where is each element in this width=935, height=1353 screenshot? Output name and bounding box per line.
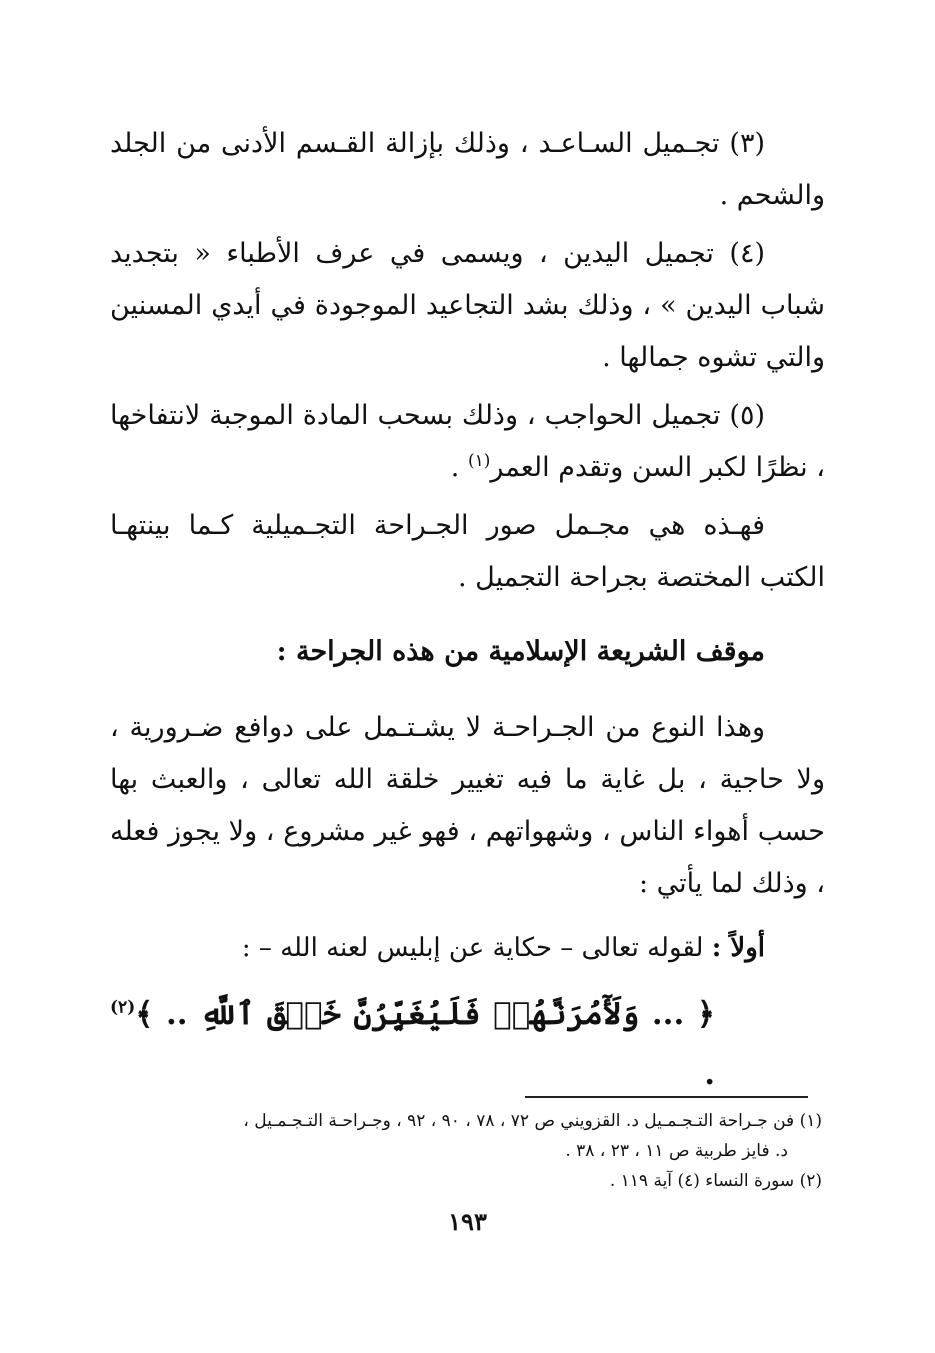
footnote-1-line-2: د. فايز طربية ص ١١ ، ٢٣ ، ٣٨ . [565, 1141, 788, 1161]
quran-verse-text: ﴿ ... وَلَأٓمُرَنَّهُمۡ فَلَيُغَيِّرُنَّ خَلۡقَ ٱللَّهِ .. ﴾ [135, 996, 715, 1032]
page-body [110, 118, 825, 1104]
section-heading: موقف الشريعة الإسلامية من هذه الجراحة : [276, 636, 765, 667]
page-number: ١٩٣ [448, 1207, 487, 1236]
paragraph-hands-surgery: (٤) تجميل اليدين ، ويسمى في عرف الأطباء « بتجديد شباب اليدين » ، وذلك بشد التجاعيد الموجودة في أيدي المسنين والتي تشوه جمالها . [110, 238, 825, 373]
footnote-ref-1: (١) [467, 451, 491, 471]
paragraph-eyebrows-text: (٥) تجميل الحواجب ، وذلك بسحب المادة الموجبة لانتفاخها ، نظرًا لكبر السن وتقدم العمر [110, 400, 825, 483]
footnotes [110, 1106, 822, 1196]
paragraph-summary: فهـذه هي مجـمل صور الجـراحة التجـميلية كـما بينتهـا الكتب المختصة بجراحة التجميل . [110, 510, 825, 593]
first-point [110, 922, 765, 974]
paragraph-arm-surgery: (٣) تجـميل السـاعـد ، وذلك بإزالة القـسم الأدنى من الجلد والشحم . [110, 128, 825, 211]
footnote-divider [525, 1096, 808, 1098]
quran-verse [110, 984, 715, 1104]
paragraph-eyebrows-end: . [450, 452, 468, 483]
first-point-label: أولاً : [711, 933, 765, 963]
footnote-1-line-1: (١) فن جـراحة التـجـمـيل د. القزويني ص ٧٢ ، ٧٨ ، ٩٠ ، ٩٢ ، وجـراحـة التـجـمـيل ، [243, 1111, 822, 1131]
first-point-text: لقوله تعالى – حكاية عن إبليس لعنه الله – : [241, 933, 712, 963]
paragraph-eyebrows-surgery [110, 390, 825, 494]
footnote-2: (٢) سورة النساء (٤) آية ١١٩ . [609, 1171, 822, 1191]
footnote-ref-2: (٢) [110, 997, 136, 1018]
paragraph-ruling: وهذا النوع من الجـراحـة لا يشـتـمل على دوافع ضـرورية ، ولا حاجية ، بل غاية ما فيه تغيير خلقة الله تعالى ، والعبث بها حسب أهواء الناس ، وشهواتهم ، فهو غير مشروع ، ولا يجوز فعله ، وذلك لما يأتي : [110, 712, 825, 899]
quran-verse-end: . [704, 1056, 715, 1092]
